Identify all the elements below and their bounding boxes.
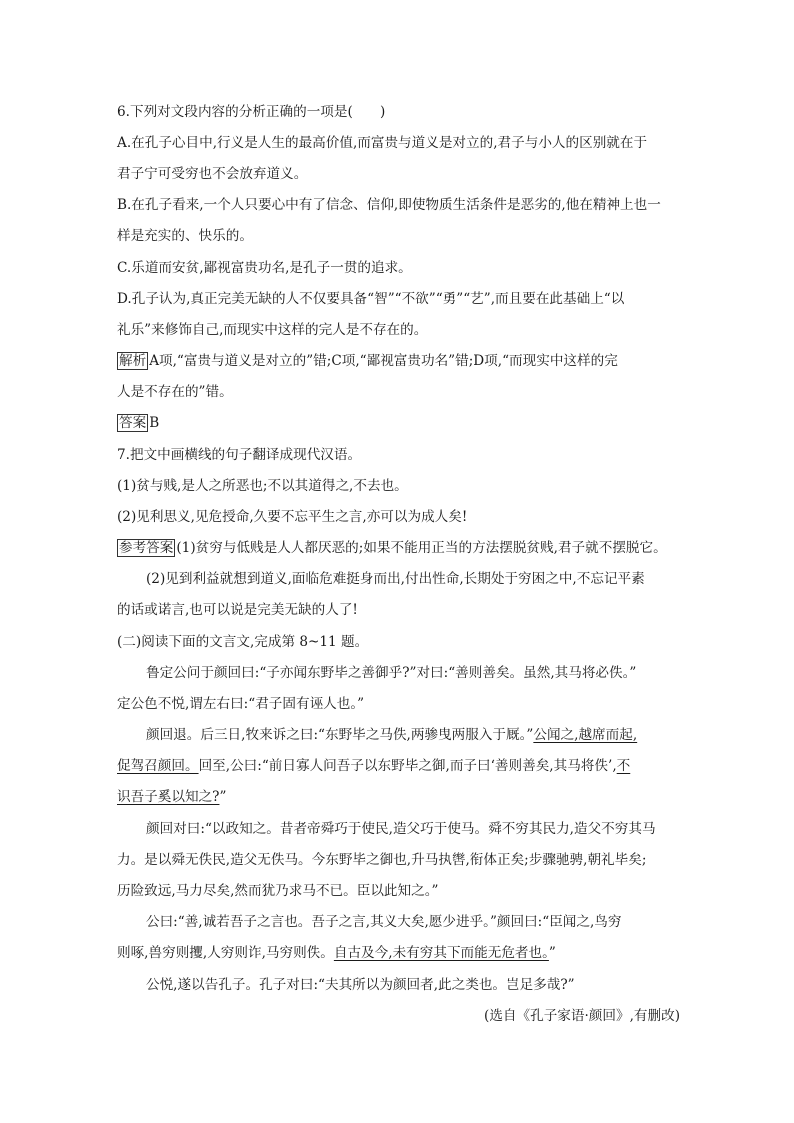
q6-option-b-line1: B.在孔子看来,一个人只要心中有了信念、信仰,即使物质生活条件是恶劣的,他在精神上也一 [117,197,661,213]
q6-stem: 6.下列对文段内容的分析正确的一项是( ) [117,104,386,120]
passage-source: (选自《孔子家语·颜回》,有删改) [484,1008,680,1024]
q6-option-c: C.乐道而安贫,鄙视富贵功名,是孔子一贯的追求。 [117,260,412,276]
passage-p3-line3: 历险致远,马力尽矣,然而犹乃求马不已。臣以此知之。” [117,883,439,899]
q6-option-b-line2: 样是充实的、快乐的。 [117,228,253,244]
q7-reference-line2: (2)见到利益就想到道义,面临危难挺身而出,付出性命,长期处于穷困之中,不忘记平素 [146,571,645,587]
q7-reference-line3: 的话或诺言,也可以说是完美无缺的人了! [117,602,358,618]
analysis-label: 解析 [119,353,147,369]
passage-text: ” [548,945,556,961]
q7-stem: 7.把文中画横线的句子翻译成现代汉语。 [117,447,362,463]
passage-p3-line2: 力。是以舜无佚民,造父无佚马。今东野毕之御也,升马执辔,衔体正矣;步骤驰骋,朝礼毕矣; [117,852,647,868]
passage-p4-line2 [117,944,556,962]
passage-p1-line2: 定公色不悦,谓左右曰:“君子固有诬人也。” [117,696,365,712]
passage-p3-line1: 颜回对曰:“以政知之。昔者帝舜巧于使民,造父巧于使马。舜不穷其民力,造父不穷其马 [146,821,656,837]
passage-text: 回至,公曰:“前日寡人问吾子以东野毕之御,而子曰‘善则善矣,其马将佚’, [198,758,617,774]
passage-text: ” [219,789,227,805]
passage-p4-line1: 公曰:“善,诚若吾子之言也。吾子之言,其义大矣,愿少进乎。”颜回曰:“臣闻之,鸟穷 [146,914,622,930]
underlined-sentence-3: 自古及今,未有穷其下而能无危者也。 [333,945,549,961]
q7-reference-line1 [117,539,667,557]
passage-text: 颜回退。后三日,牧来诉之曰:“东野毕之马佚,两骖曳两服入于厩。” [146,727,534,743]
passage-p2-line3 [117,788,226,806]
q6-option-d-line2: 礼乐”来修饰自己,而现实中这样的完人是不存在的。 [117,322,428,338]
q6-option-d-line1: D.孔子认为,真正完美无缺的人不仅要具备“智”“不欲”“勇”“艺”,而且要在此基础上“以 [117,291,625,307]
underlined-sentence-2-cont: 识吾子奚以知之? [117,789,220,805]
analysis-text: A项,“富贵与道义是对立的”错;C项,“鄙视富贵功名”错;D项,“而现实中这样的完 [149,353,618,369]
underlined-sentence-1: 公闻之,越席而起, [533,727,638,743]
answer-label: 答案 [119,415,147,431]
q7-sentence-1: (1)贫与贱,是人之所恶也;不以其道得之,不去也。 [117,478,408,494]
reference-answer-1: (1)贫穷与低贱是人人都厌恶的;如果不能用正当的方法摆脱贫贱,君子就不摆脱它。 [176,540,667,556]
q6-answer [117,414,159,432]
q6-option-a-line2: 君子宁可受穷也不会放弃道义。 [117,166,308,182]
answer-value: B [149,415,160,431]
q6-analysis-line2: 人是不存在的”错。 [117,384,233,400]
q7-sentence-2: (2)见利思义,见危授命,久要不忘平生之言,亦可以为成人矣! [117,509,468,525]
underlined-sentence-1-cont: 促驾召颜回。 [117,758,199,774]
q6-option-a-line1: A.在孔子心目中,行义是人生的最高价值,而富贵与道义是对立的,君子与小人的区别就在于 [117,135,648,151]
q6-analysis-line1 [117,352,618,370]
underlined-sentence-2: 不 [616,758,631,774]
passage-p2-line2 [117,757,630,775]
passage-p1-line1: 鲁定公问于颜回曰:“子亦闻东野毕之善御乎?”对曰:“善则善矣。虽然,其马将必佚。” [146,665,637,681]
passage-p2-line1 [146,726,637,744]
section-2-intro: (二)阅读下面的文言文,完成第 8~11 题。 [117,634,369,650]
passage-text: 则啄,兽穷则攫,人穷则诈,马穷则佚。 [117,945,334,961]
reference-answer-label: 参考答案 [119,540,174,556]
passage-p5: 公悦,遂以告孔子。孔子对曰:“夫其所以为颜回者,此之类也。岂足多哉?” [146,977,575,993]
